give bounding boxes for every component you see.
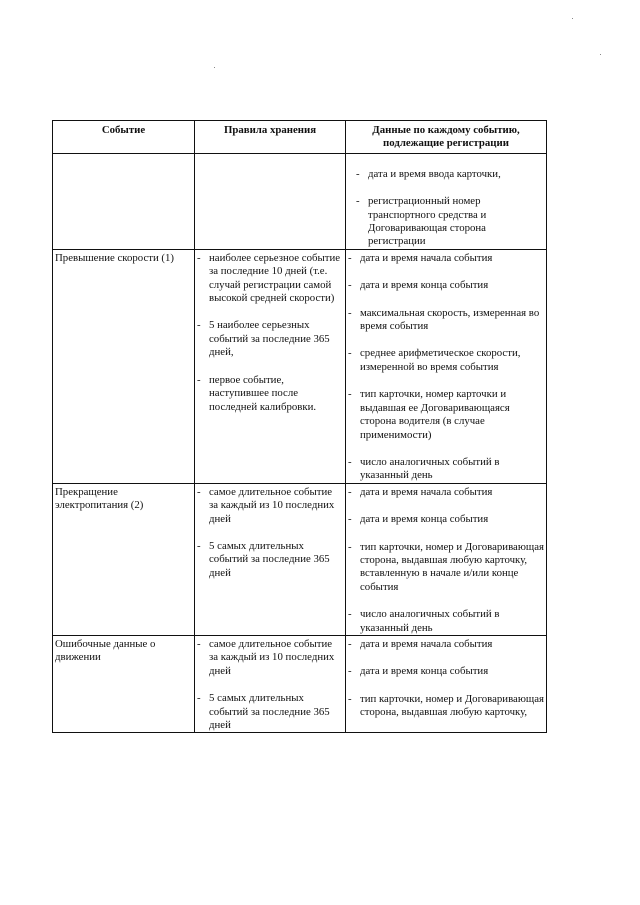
bullet-dash: -: [197, 539, 201, 552]
list-item: [346, 307, 544, 334]
bullet-dash: -: [348, 608, 352, 621]
scan-speck: [600, 54, 601, 55]
list-item: [195, 692, 341, 732]
storage-rules-list: [195, 252, 341, 414]
recorded-data-cell: [346, 249, 547, 483]
bullet-dash: -: [348, 306, 352, 319]
table-row: [53, 483, 547, 635]
bullet-dash: -: [197, 485, 201, 498]
recorded-data-cell: [346, 153, 547, 249]
list-item: [346, 541, 544, 595]
list-item-text: дата и время ввода карточки,: [368, 167, 501, 180]
list-item-text: дата и время конца события: [360, 279, 489, 292]
header-data-per-event: Данные по каждому событию, подлежащие регистрации: [346, 121, 547, 154]
list-item: [346, 638, 544, 651]
recorded-data-list: [346, 252, 544, 483]
list-item: [346, 195, 544, 249]
list-item-text: тип карточки, номер карточки и выдавшая ее Договаривающаяся сторона водителя (в случае применимости): [360, 388, 510, 441]
storage-rules-list: [195, 486, 341, 580]
list-item: [346, 486, 544, 499]
list-item: [346, 252, 544, 265]
recorded-data-cell: [346, 483, 547, 635]
list-item: [195, 540, 341, 580]
list-item: [346, 513, 544, 526]
list-item-text: 5 самых длительных событий за последние 365 дней: [209, 539, 330, 579]
bullet-dash: -: [356, 195, 360, 208]
storage-rules-cell: [195, 635, 346, 732]
storage-rules-cell: [195, 153, 346, 249]
list-item-text: 5 самых длительных событий за последние 365 дней: [209, 692, 330, 731]
table-body: [53, 153, 547, 733]
list-item-text: наиболее серьезное событие за последние 10 дней (т.е. случай регистрации самой высокой средней скорости): [209, 251, 341, 305]
list-item-text: самое длительное событие за каждый из 10 последних дней: [209, 485, 335, 525]
bullet-dash: -: [348, 665, 352, 678]
list-item-text: дата и время начала события: [360, 485, 493, 498]
storage-rules-cell: [195, 249, 346, 483]
bullet-dash: -: [348, 455, 352, 468]
recorded-data-list: [346, 486, 544, 635]
recorded-data-cell: [346, 635, 547, 732]
list-item: [346, 456, 544, 483]
header-event: Событие: [53, 121, 195, 154]
list-item-text: среднее арифметическое скорости, измеренной во время события: [360, 347, 521, 373]
bullet-dash: -: [197, 637, 201, 650]
list-item-text: регистрационный номер транспортного средства и Договаривающая сторона регистрации: [368, 195, 487, 248]
bullet-dash: -: [348, 279, 352, 292]
bullet-dash: -: [197, 692, 201, 705]
list-item-text: число аналогичных событий в указанный день: [360, 455, 500, 482]
list-item-text: дата и время конца события: [360, 665, 489, 678]
header-storage-rules: Правила хранения: [195, 121, 346, 154]
list-item: [346, 388, 544, 442]
bullet-dash: -: [348, 540, 352, 553]
list-item-text: дата и время конца события: [360, 513, 489, 526]
bullet-dash: -: [348, 388, 352, 401]
bullet-dash: -: [348, 513, 352, 526]
list-item-text: дата и время начала события: [360, 251, 493, 264]
table-row: [53, 153, 547, 249]
bullet-dash: -: [356, 167, 360, 180]
storage-rules-list: [195, 638, 341, 732]
bullet-dash: -: [197, 319, 201, 332]
list-item-text: первое событие, наступившее после последней калибровки.: [209, 373, 317, 413]
storage-rules-cell: [195, 483, 346, 635]
list-item: [195, 486, 341, 526]
table-header-row: [53, 121, 547, 154]
list-item: [195, 638, 341, 678]
list-item: [346, 608, 544, 635]
scan-speck: [214, 67, 215, 68]
list-item-text: максимальная скорость, измеренная во время события: [360, 306, 540, 333]
list-item: [346, 168, 544, 181]
list-item-text: самое длительное событие за каждый из 10 последних дней: [209, 637, 335, 677]
list-item: [346, 665, 544, 678]
list-item: [195, 319, 341, 359]
recorded-data-list: [346, 638, 544, 720]
bullet-dash: -: [348, 692, 352, 705]
table-row: [53, 635, 547, 732]
list-item-text: число аналогичных событий в указанный день: [360, 608, 500, 634]
scan-speck: [572, 18, 573, 19]
event-recording-table: [52, 120, 547, 733]
bullet-dash: -: [197, 251, 201, 264]
bullet-dash: -: [197, 373, 201, 386]
list-item: [195, 252, 341, 306]
event-cell: Превышение скорости (1): [53, 249, 195, 483]
bullet-dash: -: [348, 347, 352, 360]
list-item-text: дата и время начала события: [360, 637, 493, 650]
list-item: [346, 279, 544, 292]
table-row: [53, 249, 547, 483]
list-item-text: 5 наиболее серьезных событий за последние 365 дней,: [209, 319, 330, 359]
bullet-dash: -: [348, 485, 352, 498]
list-item: [346, 693, 544, 720]
event-cell: Прекращение электропитания (2): [53, 483, 195, 635]
list-item-text: тип карточки, номер и Договаривающая сторона, выдавшая любую карточку,: [360, 692, 544, 719]
list-item: [195, 374, 341, 414]
list-item: [346, 347, 544, 374]
recorded-data-list: [346, 156, 544, 249]
event-cell: Ошибочные данные о движении: [53, 635, 195, 732]
event-cell: [53, 153, 195, 249]
list-item-text: тип карточки, номер и Договаривающая сторона, выдавшая любую карточку, вставленную в начале и/или конце события: [360, 540, 544, 593]
bullet-dash: -: [348, 637, 352, 650]
bullet-dash: -: [348, 251, 352, 264]
